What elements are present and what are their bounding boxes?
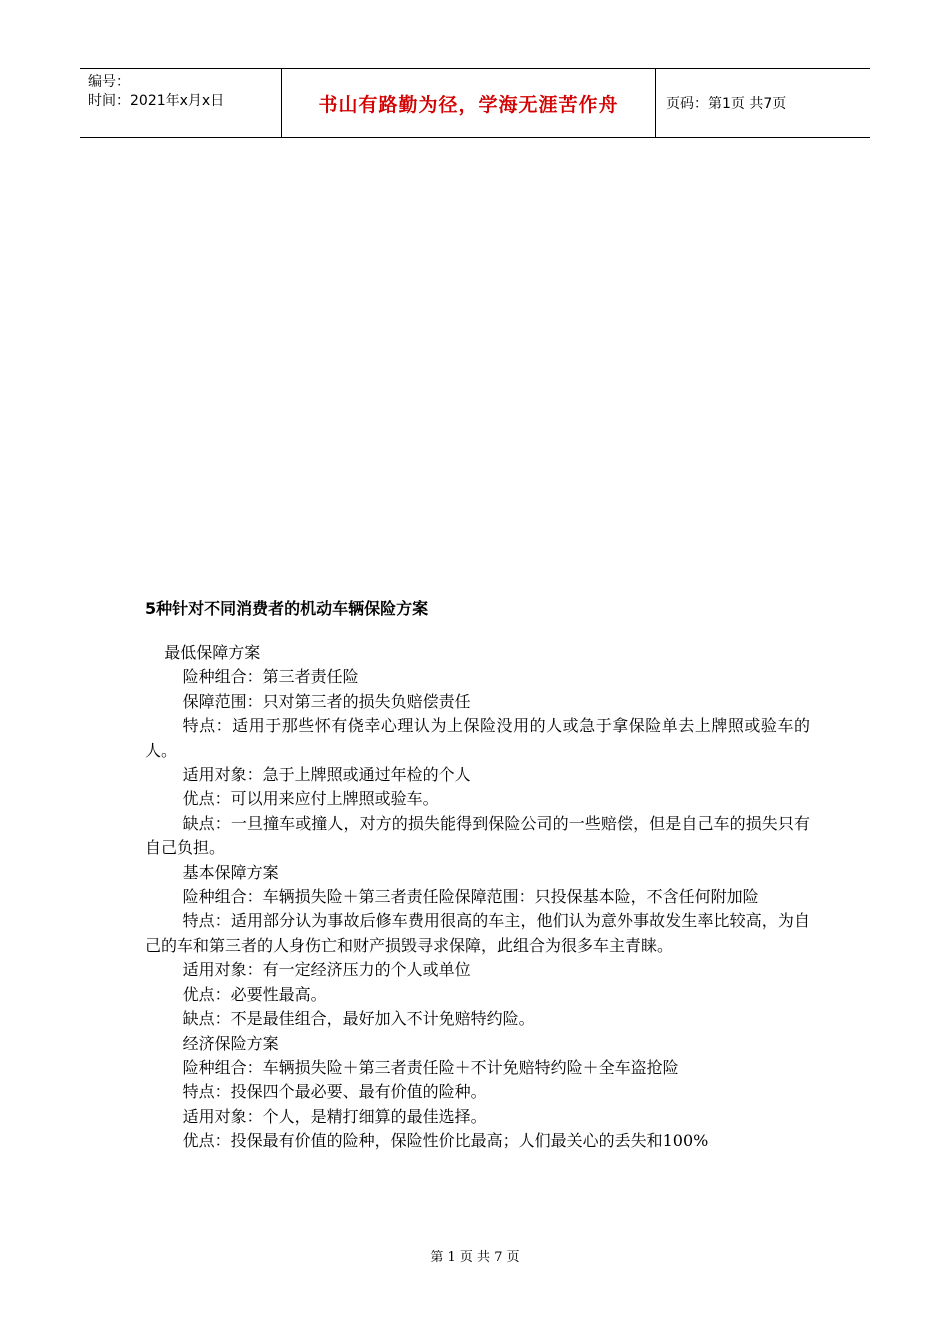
header-table [80, 68, 870, 138]
paragraph: 适用对象：个人，是精打细算的最佳选择。 [182, 1106, 487, 1126]
section-heading-basic: 基本保障方案 [182, 862, 279, 882]
paragraph: 特点：适用部分认为事故后修车费用很高的车主，他们认为意外事故发生率比较高，为自己的车和第三者的人身伤亡和财产损毁寻求保障，此组合为很多车主青睐。 [145, 911, 810, 955]
header-page-cell [656, 69, 870, 137]
document-date-label: 时间：2021年x月x日 [88, 93, 225, 109]
paragraph: 适用对象：有一定经济压力的个人或单位 [182, 960, 471, 980]
paragraph: 特点：投保四个最必要、最有价值的险种。 [182, 1082, 487, 1102]
header-motto-cell [282, 69, 656, 137]
paragraph: 险种组合：车辆损失险＋第三者责任险＋不计免赔特约险＋全车盗抢险 [182, 1057, 679, 1077]
header-page-info: 页码：第1页 共7页 [666, 96, 787, 112]
paragraph: 险种组合：第三者责任险 [182, 667, 359, 687]
document-title: 5种针对不同消费者的机动车辆保险方案 [145, 599, 429, 618]
header-motto: 书山有路勤为径，学海无涯苦作舟 [318, 93, 619, 116]
document-body [145, 641, 810, 1154]
page-footer: 第 1 页 共 7 页 [430, 1250, 520, 1265]
section-heading-economic: 经济保险方案 [182, 1033, 279, 1053]
header-meta-cell [80, 69, 282, 137]
paragraph: 优点：可以用来应付上牌照或验车。 [182, 789, 439, 809]
paragraph: 缺点：不是最佳组合，最好加入不计免赔特约险。 [182, 1009, 535, 1029]
document-number-label: 编号： [88, 74, 130, 90]
section-heading-minimum: 最低保障方案 [164, 643, 261, 662]
paragraph: 险种组合：车辆损失险＋第三者责任险保障范围：只投保基本险，不含任何附加险 [182, 887, 759, 907]
paragraph: 保障范围：只对第三者的损失负赔偿责任 [182, 691, 471, 711]
paragraph: 缺点：一旦撞车或撞人，对方的损失能得到保险公司的一些赔偿，但是自己车的损失只有自己负担。 [145, 813, 810, 858]
paragraph: 优点：必要性最高。 [182, 984, 327, 1004]
paragraph: 特点：适用于那些怀有侥幸心理认为上保险没用的人或急于拿保险单去上牌照或验车的人。 [145, 716, 810, 760]
paragraph: 优点：投保最有价值的险种，保险性价比最高；人们最关心的丢失和100% [182, 1131, 709, 1151]
paragraph: 适用对象：急于上牌照或通过年检的个人 [182, 765, 471, 785]
